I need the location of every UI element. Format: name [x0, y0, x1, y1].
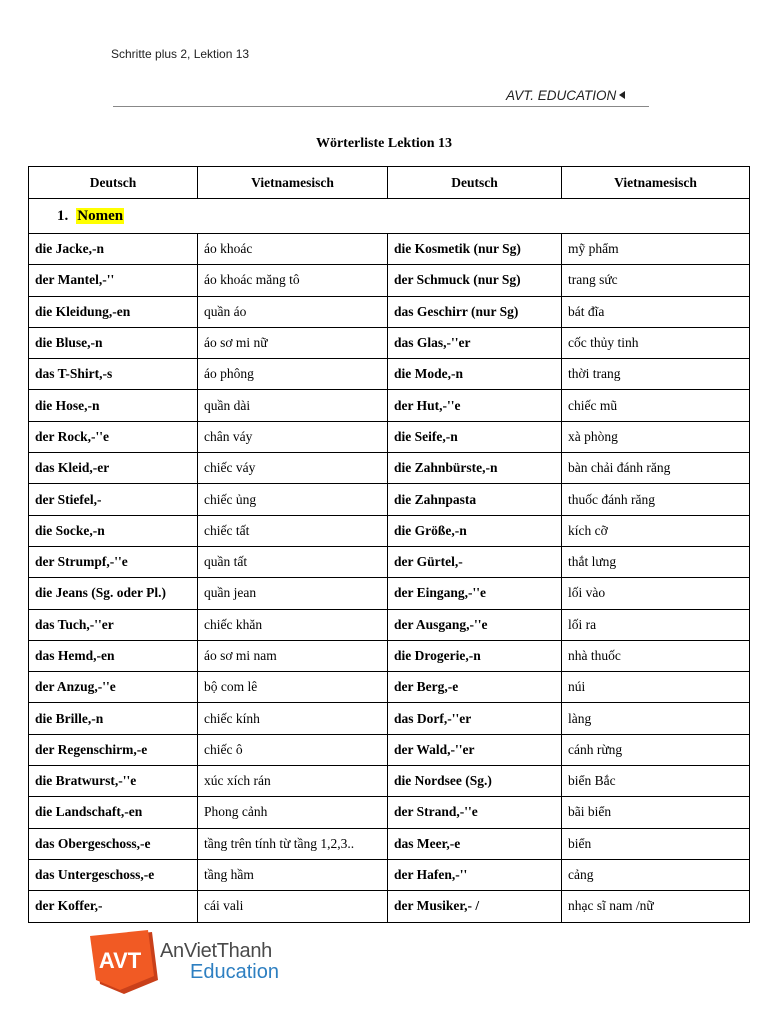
table-row — [29, 609, 750, 640]
german-word-cell: die Kosmetik (nur Sg) — [388, 234, 562, 265]
german-word-cell: der Ausgang,-''e — [388, 609, 562, 640]
german-word-cell: das Untergeschoss,-e — [29, 859, 198, 890]
german-word-cell: der Berg,-e — [388, 672, 562, 703]
vietnamese-meaning-cell: áo khoác măng tô — [198, 265, 388, 296]
vietnamese-meaning-cell: quần dài — [198, 390, 388, 421]
table-row — [29, 797, 750, 828]
german-word-cell: der Musiker,- / — [388, 891, 562, 922]
german-word-cell: die Kleidung,-en — [29, 296, 198, 327]
column-header: Deutsch — [29, 167, 198, 199]
vietnamese-meaning-cell: tầng hầm — [198, 859, 388, 890]
table-row — [29, 546, 750, 577]
german-word-cell: das Kleid,-er — [29, 453, 198, 484]
column-header: Vietnamesisch — [198, 167, 388, 199]
vietnamese-meaning-cell: chiếc khăn — [198, 609, 388, 640]
table-row — [29, 703, 750, 734]
vietnamese-meaning-cell: áo khoác — [198, 234, 388, 265]
german-word-cell: das Glas,-''er — [388, 327, 562, 358]
table-row — [29, 234, 750, 265]
vietnamese-meaning-cell: nhạc sĩ nam /nữ — [562, 891, 750, 922]
column-header: Vietnamesisch — [562, 167, 750, 199]
vietnamese-meaning-cell: trang sức — [562, 265, 750, 296]
german-word-cell: der Koffer,- — [29, 891, 198, 922]
triangle-left-icon — [619, 91, 625, 99]
table-row — [29, 484, 750, 515]
vietnamese-meaning-cell: kích cỡ — [562, 515, 750, 546]
table-row — [29, 766, 750, 797]
vietnamese-meaning-cell: bộ com lê — [198, 672, 388, 703]
vietnamese-meaning-cell: chiếc mũ — [562, 390, 750, 421]
vietnamese-meaning-cell: nhà thuốc — [562, 640, 750, 671]
vietnamese-meaning-cell: bãi biển — [562, 797, 750, 828]
vietnamese-meaning-cell: bàn chải đánh răng — [562, 453, 750, 484]
vietnamese-meaning-cell: biển — [562, 828, 750, 859]
vietnamese-meaning-cell: cốc thủy tinh — [562, 327, 750, 358]
table-row — [29, 640, 750, 671]
german-word-cell: die Seife,-n — [388, 421, 562, 452]
vietnamese-meaning-cell: áo sơ mi nữ — [198, 327, 388, 358]
german-word-cell: das Tuch,-''er — [29, 609, 198, 640]
german-word-cell: die Jeans (Sg. oder Pl.) — [29, 578, 198, 609]
table-row — [29, 734, 750, 765]
german-word-cell: die Drogerie,-n — [388, 640, 562, 671]
german-word-cell: das Hemd,-en — [29, 640, 198, 671]
german-word-cell: die Socke,-n — [29, 515, 198, 546]
german-word-cell: der Hut,-''e — [388, 390, 562, 421]
table-row — [29, 859, 750, 890]
vietnamese-meaning-cell: cánh rừng — [562, 734, 750, 765]
vietnamese-meaning-cell: lối vào — [562, 578, 750, 609]
table-row — [29, 421, 750, 452]
vietnamese-meaning-cell: chiếc ô — [198, 734, 388, 765]
vocabulary-table — [28, 166, 750, 923]
german-word-cell: der Anzug,-''e — [29, 672, 198, 703]
german-word-cell: der Gürtel,- — [388, 546, 562, 577]
header-brand-label — [506, 88, 625, 103]
header-brand-text: AVT. EDUCATION — [506, 88, 617, 103]
table-row — [29, 265, 750, 296]
vietnamese-meaning-cell: thời trang — [562, 359, 750, 390]
german-word-cell: der Eingang,-''e — [388, 578, 562, 609]
german-word-cell: die Größe,-n — [388, 515, 562, 546]
german-word-cell: die Nordsee (Sg.) — [388, 766, 562, 797]
vietnamese-meaning-cell: mỹ phẩm — [562, 234, 750, 265]
page-title: Wörterliste Lektion 13 — [315, 136, 453, 151]
german-word-cell: das T-Shirt,-s — [29, 359, 198, 390]
german-word-cell: die Zahnbürste,-n — [388, 453, 562, 484]
german-word-cell: der Strand,-''e — [388, 797, 562, 828]
table-row — [29, 578, 750, 609]
german-word-cell: die Hose,-n — [29, 390, 198, 421]
german-word-cell: die Landschaft,-en — [29, 797, 198, 828]
vietnamese-meaning-cell: quần tất — [198, 546, 388, 577]
german-word-cell: das Obergeschoss,-e — [29, 828, 198, 859]
table-row — [29, 891, 750, 922]
table-row — [29, 515, 750, 546]
german-word-cell: der Regenschirm,-e — [29, 734, 198, 765]
vietnamese-meaning-cell: chiếc ủng — [198, 484, 388, 515]
german-word-cell: der Wald,-''er — [388, 734, 562, 765]
german-word-cell: die Brille,-n — [29, 703, 198, 734]
section-row — [29, 199, 750, 234]
german-word-cell: der Mantel,-'' — [29, 265, 198, 296]
vietnamese-meaning-cell: thắt lưng — [562, 546, 750, 577]
vietnamese-meaning-cell: quần jean — [198, 578, 388, 609]
column-header: Deutsch — [388, 167, 562, 199]
vietnamese-meaning-cell: tầng trên tính từ tầng 1,2,3.. — [198, 828, 388, 859]
table-row — [29, 672, 750, 703]
vietnamese-meaning-cell: cái vali — [198, 891, 388, 922]
german-word-cell: der Hafen,-'' — [388, 859, 562, 890]
section-number: 1. — [57, 207, 69, 224]
table-header-row — [29, 167, 750, 199]
vietnamese-meaning-cell: làng — [562, 703, 750, 734]
german-word-cell: der Strumpf,-''e — [29, 546, 198, 577]
german-word-cell: das Meer,-e — [388, 828, 562, 859]
german-word-cell: das Geschirr (nur Sg) — [388, 296, 562, 327]
logo-mark-text: AVT — [98, 948, 142, 973]
section-heading — [29, 199, 750, 234]
vietnamese-meaning-cell: xà phòng — [562, 421, 750, 452]
table-row — [29, 453, 750, 484]
vietnamese-meaning-cell: cảng — [562, 859, 750, 890]
table-row — [29, 359, 750, 390]
vietnamese-meaning-cell: thuốc đánh răng — [562, 484, 750, 515]
table-row — [29, 828, 750, 859]
german-word-cell: die Mode,-n — [388, 359, 562, 390]
vietnamese-meaning-cell: chiếc kính — [198, 703, 388, 734]
table-row — [29, 296, 750, 327]
table-row — [29, 390, 750, 421]
vietnamese-meaning-cell: biển Bắc — [562, 766, 750, 797]
table-row — [29, 327, 750, 358]
vietnamese-meaning-cell: lối ra — [562, 609, 750, 640]
vietnamese-meaning-cell: chiếc váy — [198, 453, 388, 484]
german-word-cell: die Zahnpasta — [388, 484, 562, 515]
vietnamese-meaning-cell: Phong cảnh — [198, 797, 388, 828]
vietnamese-meaning-cell: áo sơ mi nam — [198, 640, 388, 671]
brand-name-line2: Education — [190, 961, 279, 983]
vietnamese-meaning-cell: chiếc tất — [198, 515, 388, 546]
header-course-label: Schritte plus 2, Lektion 13 — [111, 47, 250, 61]
vietnamese-meaning-cell: chân váy — [198, 421, 388, 452]
vietnamese-meaning-cell: núi — [562, 672, 750, 703]
german-word-cell: die Bratwurst,-''e — [29, 766, 198, 797]
brand-name-line1: AnVietThanh — [160, 940, 272, 962]
header-divider — [113, 106, 649, 107]
german-word-cell: das Dorf,-''er — [388, 703, 562, 734]
vietnamese-meaning-cell: xúc xích rán — [198, 766, 388, 797]
german-word-cell: die Bluse,-n — [29, 327, 198, 358]
section-label: Nomen — [77, 207, 124, 224]
german-word-cell: die Jacke,-n — [29, 234, 198, 265]
german-word-cell: der Schmuck (nur Sg) — [388, 265, 562, 296]
vietnamese-meaning-cell: áo phông — [198, 359, 388, 390]
german-word-cell: der Rock,-''e — [29, 421, 198, 452]
vietnamese-meaning-cell: quần áo — [198, 296, 388, 327]
german-word-cell: der Stiefel,- — [29, 484, 198, 515]
vietnamese-meaning-cell: bát đĩa — [562, 296, 750, 327]
